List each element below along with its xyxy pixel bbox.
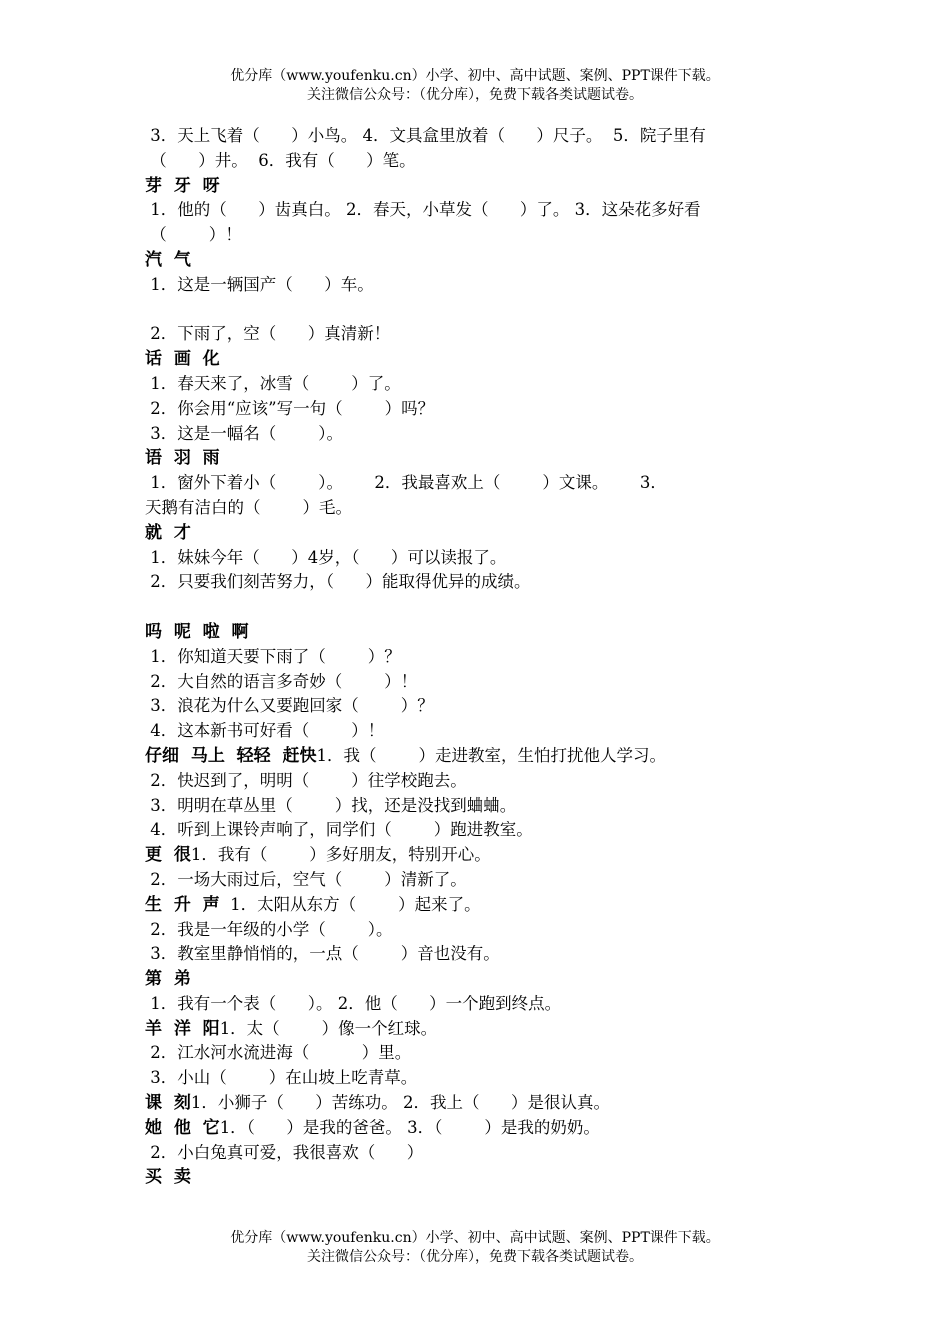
- exercise-text: （ ）！: [145, 225, 242, 245]
- exercise-text: 1．小狮子（ ）苦练功。 2．我上（ ）是很认真。: [190, 1093, 611, 1113]
- exercise-text: 1．太阳从东方（ ）起来了。: [219, 894, 481, 914]
- section-heading-line: [145, 843, 825, 868]
- section-heading-line: [145, 620, 825, 645]
- exercise-line: [145, 992, 825, 1017]
- exercise-text: 1．我（ ）走进教室，生怕打扰他人学习。: [316, 745, 666, 765]
- exercise-text: 1．妹妹今年（ ）4岁，（ ）可以读报了。: [145, 547, 507, 567]
- section-heading-line: [145, 1091, 825, 1116]
- exercise-line: [145, 694, 825, 719]
- exercise-line: [145, 570, 825, 595]
- section-heading-line: [145, 893, 825, 918]
- heading-chars: 买 卖: [145, 1167, 191, 1188]
- footer-line-1: 优分库（www.youfenku.cn）小学、初中、高中试题、案例、PPT课件下载。: [230, 1230, 720, 1246]
- exercise-text: 天鹅有洁白的（ ）毛。: [145, 497, 352, 517]
- exercise-text: 2．江水河水流进海（ ）里。: [145, 1043, 412, 1063]
- exercise-line: [145, 1041, 825, 1066]
- heading-chars: 生 升 声: [145, 894, 220, 915]
- exercise-text: 2．快迟到了，明明（ ）往学校跑去。: [145, 770, 467, 790]
- exercise-text: 2．小白兔真可爱，我很喜欢（ ）: [145, 1142, 424, 1162]
- heading-chars: 仔细 马上 轻轻 赶快: [145, 745, 317, 766]
- exercise-text: 2．下雨了，空（ ）真清新！: [145, 324, 391, 344]
- exercise-text: 2．只要我们刻苦努力，（ ）能取得优异的成绩。: [145, 572, 531, 592]
- exercise-line: [145, 645, 825, 670]
- exercise-text: 3．天上飞着（ ）小鸟。 4．文具盒里放着（ ）尺子。 5．院子里有: [145, 126, 706, 145]
- heading-chars: 就 才: [145, 522, 191, 543]
- section-heading-line: [145, 744, 825, 769]
- exercise-line: [145, 1066, 825, 1091]
- heading-chars: 课 刻: [145, 1093, 191, 1114]
- exercise-line: [145, 298, 825, 323]
- exercise-text: 2．一场大雨过后，空气（ ）清新了。: [145, 869, 467, 889]
- worksheet-body: [145, 124, 825, 1190]
- exercise-text: 3．浪花为什么又要跑回家（ ）？: [145, 696, 434, 716]
- exercise-text: 3．这是一幅名（ ）。: [145, 423, 343, 443]
- exercise-line: [145, 198, 825, 223]
- section-heading-line: [145, 1017, 825, 1042]
- exercise-line: [145, 422, 825, 447]
- exercise-text: 1．我有一个表（ ）。 2．他（ ）一个跑到终点。: [145, 993, 562, 1013]
- exercise-line: [145, 595, 825, 620]
- heading-chars: 芽 牙 呀: [145, 175, 220, 196]
- exercise-text: 2．你会用“应该”写一句（ ）吗？: [145, 398, 435, 418]
- section-heading-line: [145, 446, 825, 471]
- exercise-text: 1．你知道天要下雨了（ ）？: [145, 646, 401, 666]
- exercise-line: [145, 918, 825, 943]
- exercise-line: [145, 942, 825, 967]
- exercise-text: 1．窗外下着小（ ）。 2．我最喜欢上（ ）文课。 3．: [145, 473, 667, 493]
- section-heading-line: [145, 174, 825, 199]
- exercise-line: [145, 1141, 825, 1166]
- exercise-text: 1．这是一辆国产（ ）车。: [145, 274, 374, 294]
- exercise-text: 3．明明在草丛里（ ）找，还是没找到蛐蛐。: [145, 795, 517, 815]
- exercise-line: [145, 496, 825, 521]
- exercise-text: 2．大自然的语言多奇妙（ ）！: [145, 671, 418, 691]
- exercise-line: [145, 124, 825, 149]
- heading-chars: 她 他 它: [145, 1117, 220, 1138]
- heading-chars: 更 很: [145, 845, 191, 866]
- exercise-text: 4．这本新书可好看（ ）！: [145, 721, 385, 741]
- exercise-text: 1．春天来了，冰雪（ ）了。: [145, 373, 401, 393]
- exercise-text: 1．太（ ）像一个红球。: [219, 1018, 438, 1038]
- exercise-line: [145, 372, 825, 397]
- heading-chars: 吗 呢 啦 啊: [145, 621, 249, 642]
- section-heading-line: [145, 1116, 825, 1141]
- exercise-text: 1．他的（ ）齿真白。 2．春天，小草发（ ）了。 3．这朵花多好看: [145, 200, 701, 220]
- heading-chars: 语 羽 雨: [145, 448, 220, 469]
- heading-chars: 汽 气: [145, 249, 191, 270]
- section-heading-line: [145, 347, 825, 372]
- heading-chars: 第 弟: [145, 969, 191, 990]
- exercise-line: [145, 670, 825, 695]
- exercise-line: [145, 397, 825, 422]
- header-line-2: 关注微信公众号：（优分库），免费下载各类试题试卷。: [307, 87, 643, 103]
- section-heading-line: [145, 1165, 825, 1190]
- section-heading-line: [145, 521, 825, 546]
- page-footer: [0, 1229, 950, 1267]
- heading-chars: 话 画 化: [145, 349, 220, 370]
- heading-chars: 羊 洋 阳: [145, 1018, 220, 1039]
- header-line-1: 优分库（www.youfenku.cn）小学、初中、高中试题、案例、PPT课件下载。: [230, 68, 720, 84]
- exercise-text: 2．我是一年级的小学（ ）。: [145, 919, 393, 939]
- exercise-line: [145, 471, 825, 496]
- exercise-text: 1．我有（ ）多好朋友，特别开心。: [190, 845, 491, 865]
- exercise-line: [145, 769, 825, 794]
- footer-line-2: 关注微信公众号：（优分库），免费下载各类试题试卷。: [307, 1249, 643, 1265]
- exercise-line: [145, 149, 825, 174]
- exercise-line: [145, 322, 825, 347]
- exercise-text: 4．听到上课铃声响了，同学们（ ）跑进教室。: [145, 820, 533, 840]
- section-heading-line: [145, 967, 825, 992]
- exercise-line: [145, 719, 825, 744]
- exercise-text: 3．教室里静悄悄的，一点（ ）音也没有。: [145, 944, 500, 964]
- exercise-line: [145, 546, 825, 571]
- exercise-line: [145, 273, 825, 298]
- page-header: [0, 67, 950, 105]
- exercise-line: [145, 868, 825, 893]
- exercise-text: 1．（ ）是我的爸爸。 3．（ ）是我的奶奶。: [219, 1117, 600, 1137]
- exercise-line: [145, 818, 825, 843]
- exercise-text: 3．小山（ ）在山坡上吃青草。: [145, 1068, 418, 1088]
- exercise-line: [145, 223, 825, 248]
- section-heading-line: [145, 248, 825, 273]
- exercise-text: （ ）井。 6．我有（ ）笔。: [145, 150, 416, 170]
- exercise-line: [145, 794, 825, 819]
